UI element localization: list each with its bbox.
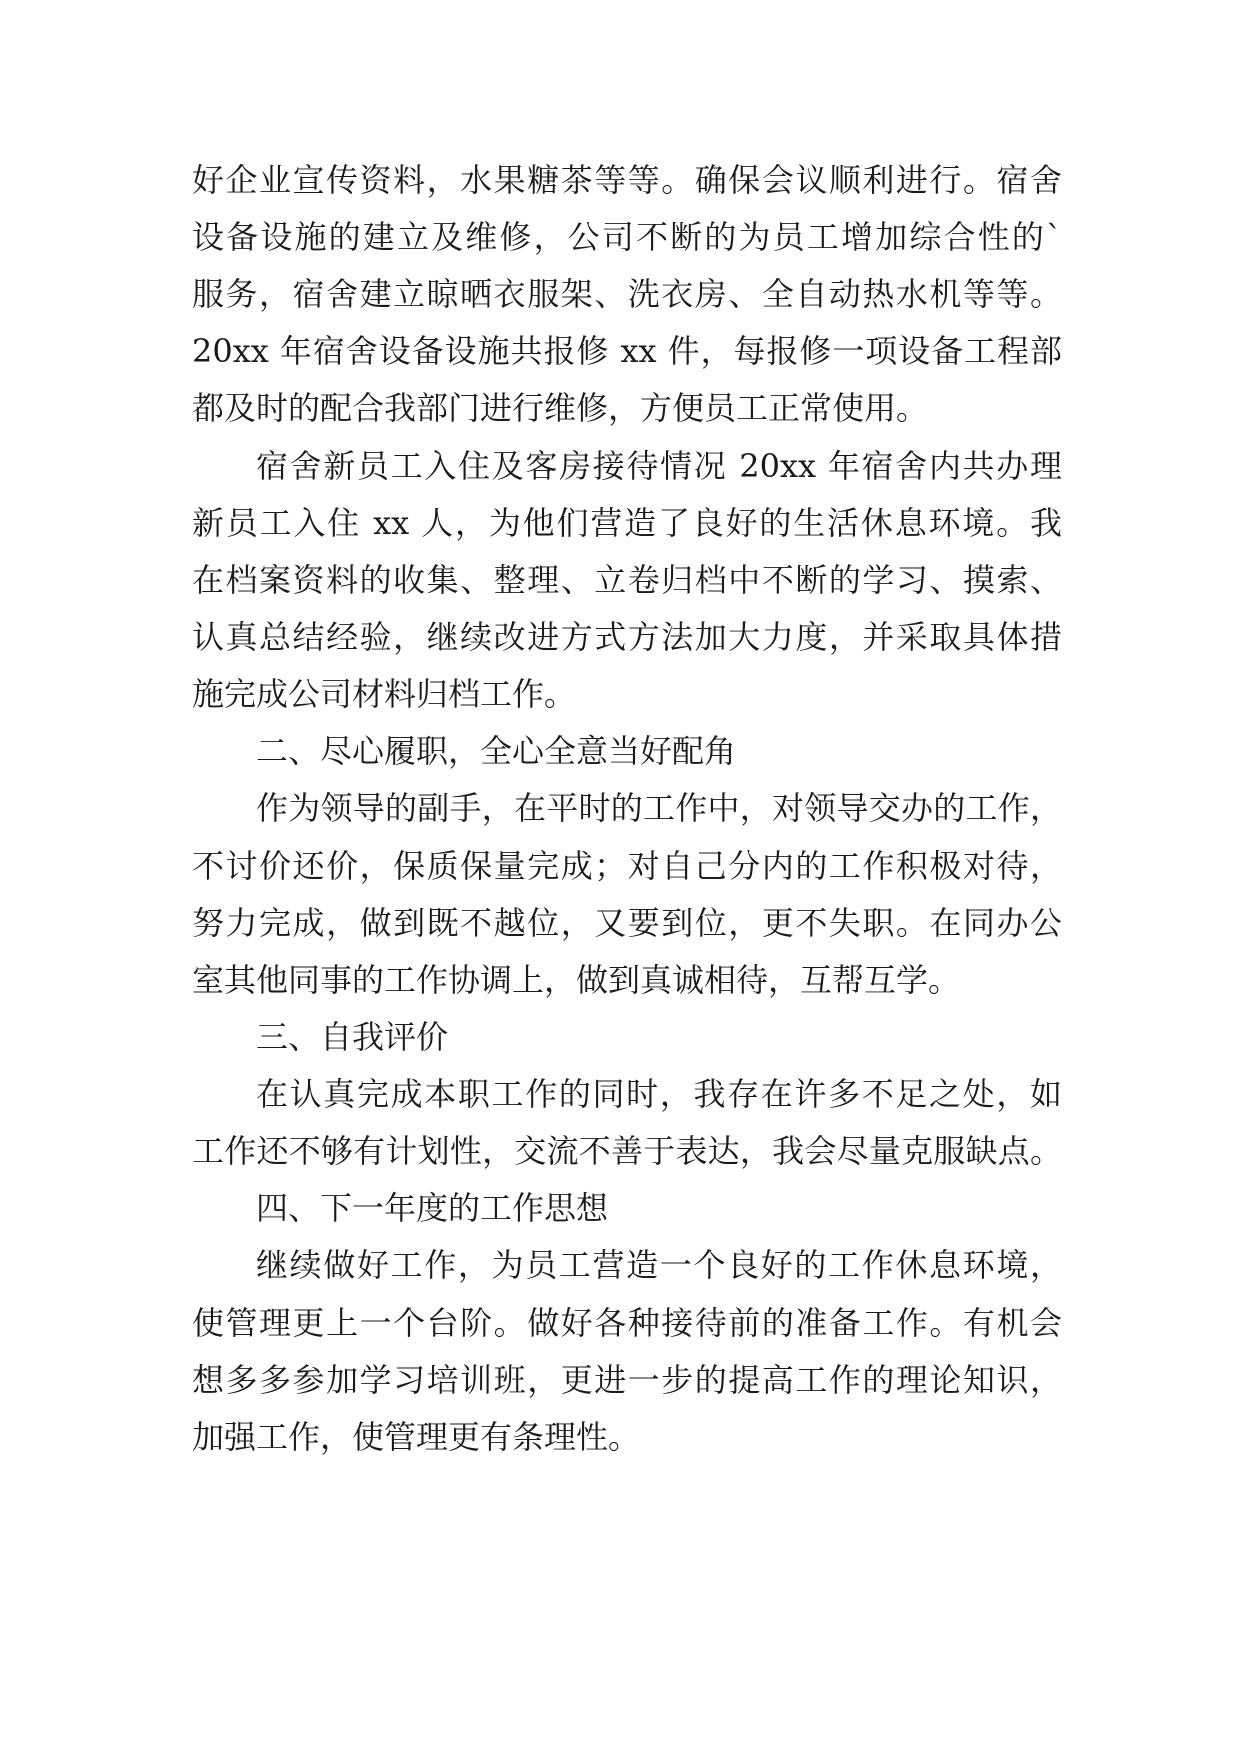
text-line: 好企业宣传资料，水果糖茶等等。确保会议顺利进行。宿舍 [192,161,1062,199]
section-heading: 三、自我评价 [256,1018,449,1056]
text-line: 想多多参加学习培训班，更进一步的提高工作的理论知识， [192,1361,1062,1399]
text-line: 工作还不够有计划性，交流不善于表达，我会尽量克服缺点。 [192,1132,1062,1170]
text-line: 使管理更上一个台阶。做好各种接待前的准备工作。有机会 [192,1304,1062,1342]
text-line: 努力完成，做到既不越位，又要到位，更不失职。在同办公 [192,904,1062,942]
text-line: 施完成公司材料归档工作。 [192,675,577,713]
section-heading: 四、下一年度的工作思想 [256,1189,609,1227]
text-line: 服务，宿舍建立晾晒衣服架、洗衣房、全自动热水机等等。 [192,275,1062,313]
paragraph-first-line: 在认真完成本职工作的同时，我存在许多不足之处，如 [256,1075,1062,1113]
section-heading: 二、尽心履职，全心全意当好配角 [256,732,737,770]
text-line: 20xx 年宿舍设备设施共报修 xx 件，每报修一项设备工程部 [192,332,1062,370]
text-line: 在档案资料的收集、整理、立卷归档中不断的学习、摸索、 [192,561,1062,599]
text-line: 新员工入住 xx 人，为他们营造了良好的生活休息环境。我 [192,504,1062,542]
paragraph-first-line: 宿舍新员工入住及客房接待情况 20xx 年宿舍内共办理 [256,447,1062,485]
text-line: 设备设施的建立及维修，公司不断的为员工增加综合性的` [192,218,1062,256]
text-line: 不讨价还价，保质保量完成；对自己分内的工作积极对待， [192,847,1062,885]
text-line: 室其他同事的工作协调上，做到真诚相待，互帮互学。 [192,961,961,999]
paragraph-first-line: 作为领导的副手，在平时的工作中，对领导交办的工作， [256,789,1062,827]
paragraph-first-line: 继续做好工作，为员工营造一个良好的工作休息环境， [256,1246,1062,1284]
text-line: 都及时的配合我部门进行维修，方便员工正常使用。 [192,389,929,427]
text-line: 认真总结经验，继续改进方式方法加大力度，并采取具体措 [192,618,1062,656]
text-line: 加强工作，使管理更有条理性。 [192,1418,641,1456]
